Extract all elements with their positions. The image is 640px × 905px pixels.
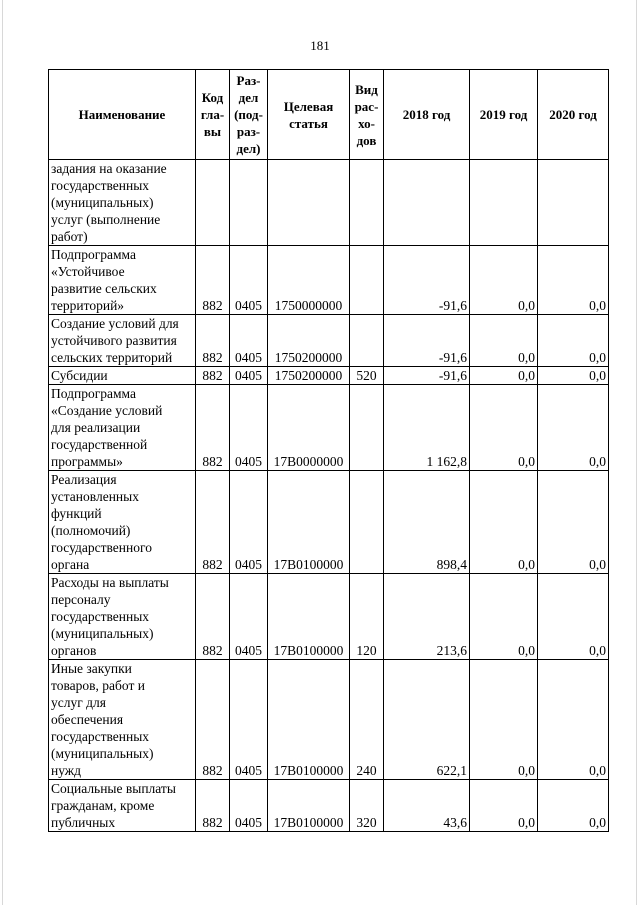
cell-razd: 0405 (230, 367, 268, 385)
cell-cs: 17В0000000 (268, 385, 350, 471)
table-row (49, 315, 609, 367)
cell-razd: 0405 (230, 780, 268, 832)
table-header-row (49, 70, 609, 160)
cell-cs: 17В0100000 (268, 660, 350, 780)
cell-y2019: 0,0 (470, 385, 538, 471)
cell-razd: 0405 (230, 246, 268, 315)
cell-cs: 17В0100000 (268, 471, 350, 574)
cell-name: Подпрограмма «Создание условий для реализации государственной программы» (49, 385, 196, 471)
cell-y2020: 0,0 (538, 574, 609, 660)
cell-vr (350, 385, 384, 471)
cell-y2019: 0,0 (470, 574, 538, 660)
cell-vr: 240 (350, 660, 384, 780)
cell-y2018: -91,6 (384, 367, 470, 385)
table-row (49, 385, 609, 471)
column-header-razd: Раз- дел (под- раз- дел) (230, 70, 268, 160)
table-row (49, 160, 609, 246)
column-header-vr: Вид рас- хо- дов (350, 70, 384, 160)
cell-gl: 882 (196, 660, 230, 780)
cell-y2020: 0,0 (538, 780, 609, 832)
cell-vr (350, 315, 384, 367)
cell-gl: 882 (196, 315, 230, 367)
cell-cs: 17В0100000 (268, 780, 350, 832)
cell-cs: 1750000000 (268, 246, 350, 315)
cell-y2019: 0,0 (470, 780, 538, 832)
cell-razd (230, 160, 268, 246)
column-header-name: Наименование (49, 70, 196, 160)
table-row (49, 471, 609, 574)
cell-y2019 (470, 160, 538, 246)
cell-y2018: 43,6 (384, 780, 470, 832)
cell-y2020: 0,0 (538, 660, 609, 780)
cell-gl: 882 (196, 780, 230, 832)
cell-y2018: 1 162,8 (384, 385, 470, 471)
table-row (49, 367, 609, 385)
table-row (49, 574, 609, 660)
cell-vr: 320 (350, 780, 384, 832)
cell-vr (350, 160, 384, 246)
cell-razd: 0405 (230, 471, 268, 574)
cell-y2020: 0,0 (538, 471, 609, 574)
cell-y2020 (538, 160, 609, 246)
cell-y2018: -91,6 (384, 246, 470, 315)
cell-y2019: 0,0 (470, 471, 538, 574)
column-header-cs: Целевая статья (268, 70, 350, 160)
cell-razd: 0405 (230, 660, 268, 780)
cell-cs: 1750200000 (268, 367, 350, 385)
cell-razd: 0405 (230, 574, 268, 660)
cell-razd: 0405 (230, 315, 268, 367)
table-row (49, 780, 609, 832)
scan-edge-mark (636, 0, 637, 905)
cell-cs: 1750200000 (268, 315, 350, 367)
page-number: 181 (310, 38, 330, 53)
column-header-y2020: 2020 год (538, 70, 609, 160)
cell-y2019: 0,0 (470, 660, 538, 780)
cell-name: Расходы на выплаты персоналу государственных (муниципальных) органов (49, 574, 196, 660)
cell-gl: 882 (196, 471, 230, 574)
cell-razd: 0405 (230, 385, 268, 471)
cell-y2019: 0,0 (470, 246, 538, 315)
cell-y2018: 898,4 (384, 471, 470, 574)
cell-name: Социальные выплаты гражданам, кроме публичных (49, 780, 196, 832)
column-header-gl: Код гла- вы (196, 70, 230, 160)
cell-vr (350, 471, 384, 574)
cell-y2018: 213,6 (384, 574, 470, 660)
cell-gl (196, 160, 230, 246)
cell-y2019: 0,0 (470, 367, 538, 385)
cell-gl: 882 (196, 385, 230, 471)
budget-table (48, 69, 609, 832)
cell-y2019: 0,0 (470, 315, 538, 367)
cell-y2020: 0,0 (538, 246, 609, 315)
cell-name: задания на оказание государственных (муниципальных) услуг (выполнение работ) (49, 160, 196, 246)
cell-gl: 882 (196, 246, 230, 315)
column-header-y2018: 2018 год (384, 70, 470, 160)
cell-name: Создание условий для устойчивого развития сельских территорий (49, 315, 196, 367)
column-header-y2019: 2019 год (470, 70, 538, 160)
cell-y2018: 622,1 (384, 660, 470, 780)
table-row (49, 660, 609, 780)
cell-gl: 882 (196, 574, 230, 660)
cell-y2020: 0,0 (538, 385, 609, 471)
cell-gl: 882 (196, 367, 230, 385)
cell-cs (268, 160, 350, 246)
cell-name: Субсидии (49, 367, 196, 385)
cell-vr (350, 246, 384, 315)
cell-name: Реализация установленных функций (полномочий) государственного органа (49, 471, 196, 574)
cell-cs: 17В0100000 (268, 574, 350, 660)
cell-vr: 520 (350, 367, 384, 385)
cell-y2020: 0,0 (538, 367, 609, 385)
cell-y2018 (384, 160, 470, 246)
cell-name: Подпрограмма «Устойчивое развитие сельских территорий» (49, 246, 196, 315)
scan-edge-mark (2, 0, 3, 905)
cell-y2018: -91,6 (384, 315, 470, 367)
table-row (49, 246, 609, 315)
cell-y2020: 0,0 (538, 315, 609, 367)
cell-name: Иные закупки товаров, работ и услуг для обеспечения государственных (муниципальных) нужд (49, 660, 196, 780)
cell-vr: 120 (350, 574, 384, 660)
